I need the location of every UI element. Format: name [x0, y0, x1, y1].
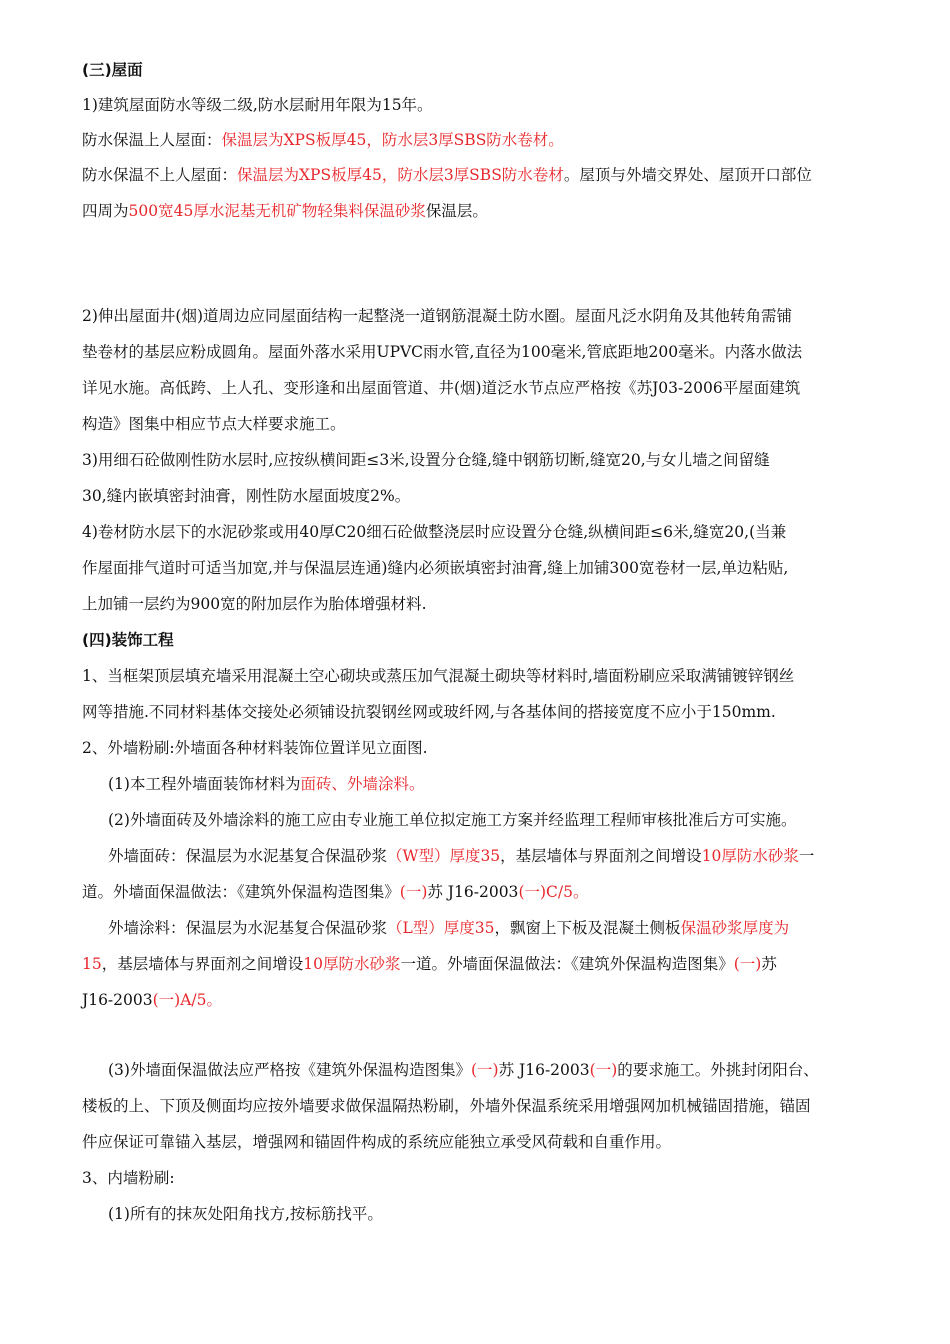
text: 外墙涂料：保温层为水泥基复合保温砂浆	[108, 919, 388, 937]
section-heading-decoration: (四)装饰工程	[82, 631, 174, 649]
highlight-text: (一)	[470, 1061, 499, 1079]
paragraph: 楼板的上、下顶及侧面均应按外墙要求做保温隔热粉刷，外墙外保温系统采用增强网加机械锚固措施，锚固	[82, 1097, 811, 1115]
paragraph: 30,缝内嵌填密封油膏，刚性防水屋面坡度2%。	[82, 487, 411, 505]
paragraph: 件应保证可靠锚入基层，增强网和锚固件构成的系统应能独立承受风荷载和自重作用。	[82, 1133, 672, 1151]
highlight-text: (一)	[589, 1061, 618, 1079]
section-heading-roof: (三)屋面	[82, 61, 143, 79]
paragraph: 4)卷材防水层下的水泥砂浆或用40厚C20细石砼做整浇层时应设置分仓缝,纵横间距≤6米,缝宽20,(当兼	[82, 523, 787, 541]
paragraph: 上加铺一层约为900宽的附加层作为胎体增强材料.	[82, 595, 427, 613]
highlight-text: (一)C/5。	[518, 883, 589, 901]
text: 一道。外墙面保温做法：《建筑外保温构造图集》	[400, 955, 734, 973]
text: 苏	[761, 955, 777, 973]
text: ，基层墙体与界面剂之间增设	[500, 847, 702, 865]
highlight-text: 保温层为XPS板厚45，防水层3厚SBS防水卷材	[237, 166, 564, 184]
text: 一	[798, 847, 815, 865]
paragraph	[82, 130, 564, 150]
paragraph: 2)伸出屋面井(烟)道周边应同屋面结构一起整浇一道钢筋混凝土防水圈。屋面凡泛水阴角及其他转角需铺	[82, 307, 793, 325]
highlight-text: （W型）厚度35	[387, 847, 501, 865]
highlight-text: (一)	[399, 883, 428, 901]
paragraph	[82, 990, 222, 1010]
text: (1)本工程外墙面装饰材料为	[108, 775, 301, 793]
text: 防水保温不上人屋面：	[82, 166, 238, 184]
text: 外墙面砖：保温层为水泥基复合保温砂浆	[108, 847, 388, 865]
paragraph	[82, 954, 777, 974]
highlight-text: （L型）厚度35	[387, 919, 495, 937]
text: ，飘窗上下板及混凝土侧板	[494, 919, 681, 937]
paragraph	[108, 774, 424, 794]
highlight-text: 15	[82, 955, 102, 973]
paragraph	[108, 846, 814, 866]
paragraph: 构造》图集中相应节点大样要求施工。	[82, 415, 346, 433]
highlight-text: 保温层为XPS板厚45，防水层3厚SBS防水卷材。	[221, 131, 564, 149]
paragraph: 1)建筑屋面防水等级二级,防水层耐用年限为15年。	[82, 96, 433, 114]
paragraph	[82, 882, 588, 902]
highlight-text: 10厚防水砂浆	[701, 847, 799, 865]
paragraph: 3、内墙粉刷:	[82, 1169, 175, 1187]
text: ，基层墙体与界面剂之间增设	[101, 955, 304, 973]
text: 苏 J16-2003	[427, 883, 519, 901]
highlight-text: (一)	[733, 955, 762, 973]
highlight-text: 面砖、外墙涂料。	[300, 775, 425, 793]
paragraph: 3)用细石砼做刚性防水层时,应按纵横间距≤3米,设置分仓缝,缝中钢筋切断,缝宽20,与女儿墙之间留缝	[82, 451, 770, 469]
paragraph	[82, 165, 812, 185]
paragraph	[82, 201, 488, 221]
text: 道。外墙面保温做法：《建筑外保温构造图集》	[82, 883, 400, 901]
paragraph: 1、当框架顶层填充墙采用混凝土空心砌块或蒸压加气混凝土砌块等材料时,墙面粉刷应采取满铺镀锌钢丝	[82, 667, 795, 685]
text: J16-2003	[82, 991, 153, 1009]
paragraph: 作屋面排气道时可适当加宽,并与保温层连通)缝内必须嵌填密封油膏,缝上加铺300宽卷材一层,单边粘贴,	[82, 559, 789, 577]
paragraph: 垫卷材的基层应粉成圆角。屋面外落水采用UPVC雨水管,直径为100毫米,管底距地200毫米。内落水做法	[82, 343, 803, 361]
text: 。屋顶与外墙交界处、屋顶开口部位	[563, 166, 812, 184]
text: (3)外墙面保温做法应严格按《建筑外保温构造图集》	[108, 1061, 471, 1079]
paragraph: (1)所有的抹灰处阳角找方,按标筋找平。	[108, 1205, 383, 1223]
paragraph: 网等措施.不同材料基体交接处必须铺设抗裂钢丝网或玻纤网,与各基体间的搭接宽度不应小于150mm.	[82, 703, 776, 721]
paragraph: 详见水施。高低跨、上人孔、变形逢和出屋面管道、井(烟)道泛水节点应严格按《苏J03-2006平屋面建筑	[82, 379, 801, 397]
text: 苏 J16-2003	[498, 1061, 590, 1079]
text: 四周为	[82, 202, 129, 220]
paragraph	[108, 918, 789, 938]
highlight-text: 保温砂浆厚度为	[680, 919, 790, 937]
highlight-text: 500宽45厚水泥基无机矿物轻集料保温砂浆	[128, 202, 426, 220]
text: 防水保温上人屋面：	[82, 131, 222, 149]
paragraph	[108, 1060, 819, 1080]
paragraph: 2、外墙粉刷:外墙面各种材料装饰位置详见立面图.	[82, 739, 428, 757]
text: 保温层。	[425, 202, 488, 220]
text: 的要求施工。外挑封闭阳台、	[617, 1061, 819, 1079]
paragraph: (2)外墙面砖及外墙涂料的施工应由专业施工单位拟定施工方案并经监理工程师审核批准后方可实施。	[108, 811, 797, 829]
highlight-text: 10厚防水砂浆	[303, 955, 401, 973]
highlight-text: (一)A/5。	[152, 991, 222, 1009]
